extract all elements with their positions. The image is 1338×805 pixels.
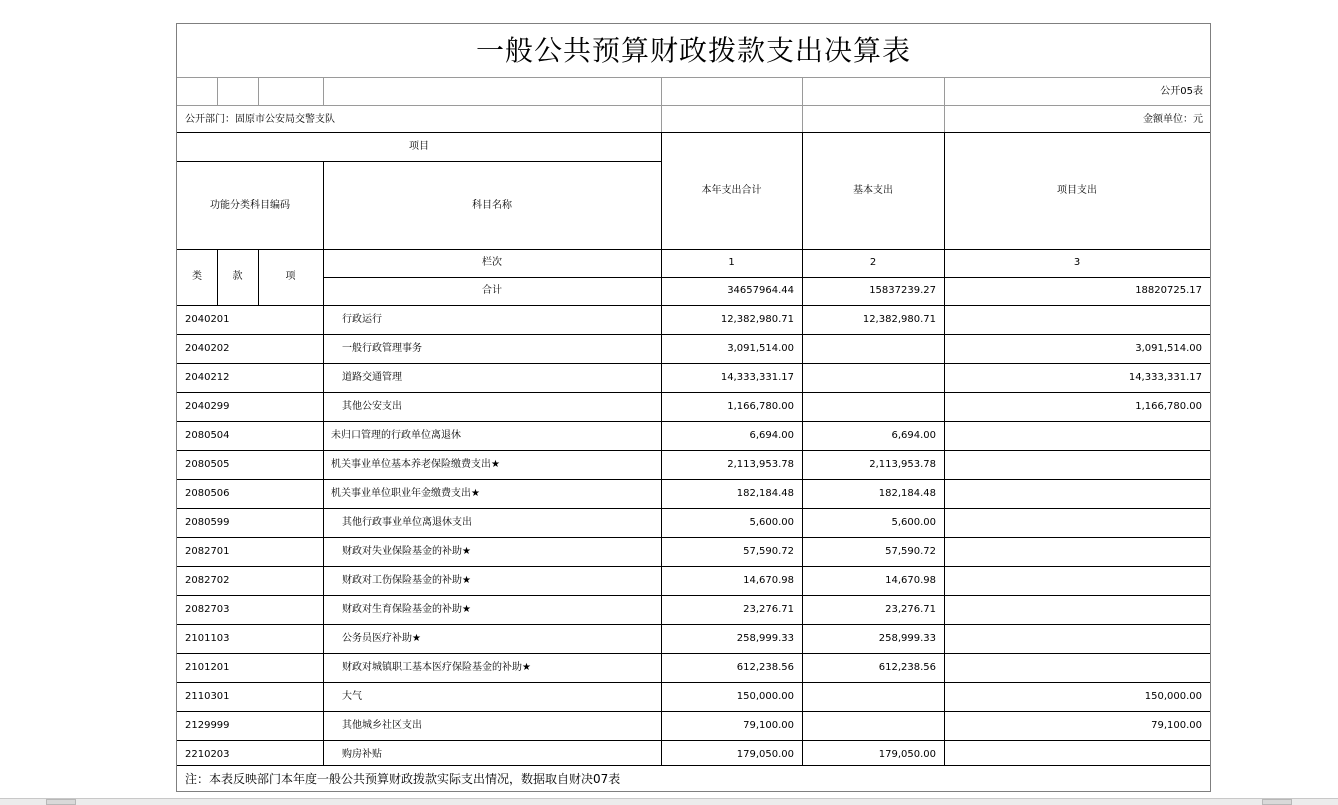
row-total: 258,999.33 (736, 632, 794, 644)
row-total: 12,382,980.71 (720, 313, 794, 325)
row-total: 1,166,780.00 (727, 400, 794, 412)
grid-line (258, 249, 259, 305)
row-basic: 179,050.00 (878, 748, 936, 760)
row-basic: 182,184.48 (878, 487, 936, 499)
row-name: 财政对工伤保险基金的补助★ (342, 574, 471, 586)
row-project (944, 595, 1202, 624)
row-total: 14,333,331.17 (720, 371, 794, 383)
index-2: 2 (869, 257, 877, 268)
row-name: 机关事业单位基本养老保险缴费支出★ (331, 458, 500, 470)
row-code: 2080506 (185, 487, 230, 499)
grid-line (177, 653, 1210, 654)
department-label: 公开部门：固原市公安局交警支队 (185, 113, 335, 125)
grid-line (944, 132, 945, 765)
row-name: 行政运行 (342, 313, 382, 325)
row-code: 2101201 (185, 661, 230, 673)
grid-line (177, 595, 1210, 596)
scroll-right-handle[interactable] (1262, 799, 1292, 805)
row-basic (802, 392, 936, 421)
grid-line (177, 682, 1210, 683)
row-code: 2080599 (185, 516, 230, 528)
index-3: 3 (1073, 257, 1081, 268)
grid-line (323, 277, 1210, 278)
row-total: 79,100.00 (743, 719, 794, 731)
row-basic: 23,276.71 (885, 603, 936, 615)
row-name: 一般行政管理事务 (342, 342, 422, 354)
row-total: 23,276.71 (743, 603, 794, 615)
row-total: 57,590.72 (743, 545, 794, 557)
index-1: 1 (728, 257, 735, 268)
grid-line (177, 508, 1210, 509)
grid-line (323, 161, 324, 765)
row-project (944, 653, 1202, 682)
row-project (944, 537, 1202, 566)
grid-line (802, 77, 803, 133)
row-project: 3,091,514.00 (1135, 342, 1202, 354)
row-name: 其他城乡社区支出 (342, 719, 422, 731)
row-project: 1,166,780.00 (1135, 400, 1202, 412)
sum-project: 18820725.17 (1135, 285, 1202, 296)
row-total: 14,670.98 (743, 574, 794, 586)
grid-line (177, 77, 1210, 78)
row-total: 2,113,953.78 (727, 458, 794, 470)
row-basic: 6,694.00 (891, 429, 936, 441)
header-basic: 基本支出 (853, 185, 893, 196)
row-project (944, 305, 1202, 334)
row-name: 财政对失业保险基金的补助★ (342, 545, 471, 557)
scroll-left-handle[interactable] (46, 799, 76, 805)
row-name: 未归口管理的行政单位离退休 (331, 429, 461, 441)
grid-line (177, 765, 1210, 766)
grid-line (177, 161, 661, 162)
row-total: 5,600.00 (749, 516, 794, 528)
row-name: 机关事业单位职业年金缴费支出★ (331, 487, 480, 499)
grid-line (177, 305, 1210, 306)
row-project: 150,000.00 (1144, 690, 1202, 702)
grid-line (177, 249, 1210, 250)
row-code: 2210203 (185, 748, 230, 760)
row-code: 2082702 (185, 574, 230, 586)
row-code: 2101103 (185, 632, 230, 644)
grid-line (802, 132, 803, 765)
grid-line (661, 132, 662, 765)
row-name: 其他公安支出 (342, 400, 402, 412)
row-basic: 612,238.56 (878, 661, 936, 673)
row-basic (802, 363, 936, 392)
grid-line (177, 740, 1210, 741)
header-total: 本年支出合计 (701, 185, 762, 196)
row-project: 79,100.00 (1151, 719, 1202, 731)
row-basic (802, 682, 936, 711)
header-subject-name: 科目名称 (472, 199, 512, 211)
row-name: 财政对生育保险基金的补助★ (342, 603, 471, 615)
row-code: 2082703 (185, 603, 230, 615)
unit-label: 金额单位：元 (1143, 113, 1203, 125)
row-total: 150,000.00 (736, 690, 794, 702)
row-basic (802, 334, 936, 363)
header-lei: 类 (192, 271, 202, 282)
horizontal-scrollbar[interactable] (0, 798, 1338, 805)
grid-line (177, 392, 1210, 393)
grid-line (177, 334, 1210, 335)
row-total: 3,091,514.00 (727, 342, 794, 354)
row-basic: 2,113,953.78 (869, 458, 936, 470)
grid-line (177, 537, 1210, 538)
footnote: 注：本表反映部门本年度一般公共预算财政拨款实际支出情况，数据取自财决07表 (185, 771, 621, 786)
budget-sheet (176, 23, 1211, 792)
row-code: 2110301 (185, 690, 230, 702)
sum-basic: 15837239.27 (869, 285, 936, 296)
header-project: 项目 (409, 141, 429, 152)
row-basic: 258,999.33 (878, 632, 936, 644)
grid-line (177, 363, 1210, 364)
row-code: 2040212 (185, 371, 230, 383)
row-project (944, 450, 1202, 479)
row-name: 公务员医疗补助★ (342, 632, 421, 644)
row-name: 购房补贴 (342, 748, 382, 760)
row-code: 2129999 (185, 719, 230, 731)
grid-line (177, 132, 1210, 133)
grid-line (323, 77, 324, 105)
row-name: 财政对城镇职工基本医疗保险基金的补助★ (342, 661, 531, 673)
row-project (944, 479, 1202, 508)
grid-line (661, 77, 662, 133)
grid-line (177, 624, 1210, 625)
sum-label: 合计 (482, 285, 502, 296)
row-name: 道路交通管理 (342, 371, 402, 383)
row-project (944, 508, 1202, 537)
grid-line (217, 77, 218, 105)
grid-line (177, 421, 1210, 422)
row-project (944, 421, 1202, 450)
row-project (944, 566, 1202, 595)
row-name: 其他行政事业单位离退休支出 (342, 516, 472, 528)
grid-line (177, 711, 1210, 712)
grid-line (177, 450, 1210, 451)
row-code: 2040202 (185, 342, 230, 354)
header-xiang: 项 (285, 271, 296, 282)
row-basic: 57,590.72 (885, 545, 936, 557)
sum-total: 34657964.44 (727, 285, 794, 296)
grid-line (217, 249, 218, 305)
row-basic: 12,382,980.71 (862, 313, 936, 325)
row-basic: 14,670.98 (885, 574, 936, 586)
row-code: 2040201 (185, 313, 230, 325)
row-basic (802, 711, 936, 740)
row-index-label: 栏次 (482, 257, 502, 268)
table-number: 公开05表 (1160, 86, 1203, 97)
row-project (944, 624, 1202, 653)
grid-line (177, 566, 1210, 567)
row-code: 2082701 (185, 545, 230, 557)
row-total: 179,050.00 (736, 748, 794, 760)
grid-line (944, 77, 945, 133)
header-project-expense: 项目支出 (1057, 185, 1097, 196)
row-name: 大气 (342, 690, 362, 702)
grid-line (177, 479, 1210, 480)
row-project: 14,333,331.17 (1128, 371, 1202, 383)
header-kuan: 款 (232, 271, 243, 282)
row-code: 2040299 (185, 400, 230, 412)
grid-line (258, 77, 259, 105)
row-total: 6,694.00 (749, 429, 794, 441)
header-func-code: 功能分类科目编码 (210, 199, 290, 211)
row-code: 2080504 (185, 429, 230, 441)
row-code: 2080505 (185, 458, 230, 470)
grid-line (177, 105, 1210, 106)
page-title: 一般公共预算财政拨款支出决算表 (475, 33, 911, 67)
row-basic: 5,600.00 (891, 516, 936, 528)
row-total: 182,184.48 (736, 487, 794, 499)
row-total: 612,238.56 (736, 661, 794, 673)
